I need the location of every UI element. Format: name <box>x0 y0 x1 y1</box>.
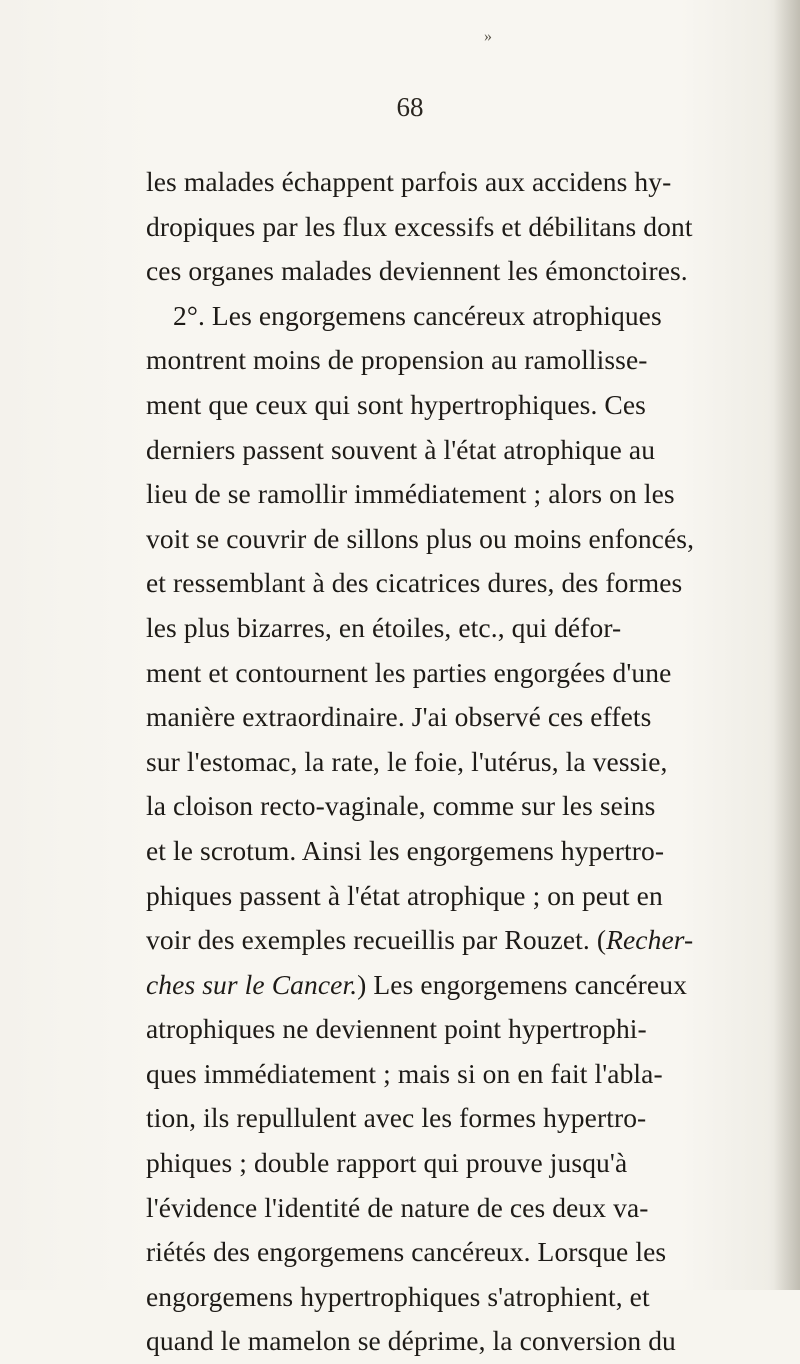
text-line: ques immédiatement ; mais si on en fait l'abla- <box>146 1057 663 1089</box>
citation-title-italic: Recher- <box>606 924 694 956</box>
text-line: atrophiques ne deviennent point hypertrophi- <box>146 1013 647 1045</box>
text-line: ces organes malades deviennent les émonctoires. <box>146 255 688 287</box>
text-line: phiques ; double rapport qui prouve jusqu'à <box>146 1147 628 1179</box>
text-line: et le scrotum. Ainsi les engorgemens hypertro- <box>146 834 665 866</box>
text-line: sur l'estomac, la rate, le foie, l'utérus, la vessie, <box>146 745 668 777</box>
text-line: tion, ils repullulent avec les formes hypertro- <box>146 1102 647 1134</box>
paragraph-start-line: 2°. Les engorgemens cancéreux atrophiques <box>173 299 662 331</box>
printer-mark: » <box>484 28 492 45</box>
body-text <box>146 160 786 1364</box>
text-line: manière extraordinaire. J'ai observé ces effets <box>146 701 652 733</box>
text-line: les malades échappent parfois aux accidens hy- <box>146 166 672 197</box>
text-line: montrent moins de propension au ramollisse- <box>146 344 648 376</box>
text-line: riétés des engorgemens cancéreux. Lorsque les <box>146 1236 667 1268</box>
text-line: voit se couvrir de sillons plus ou moins enfoncés, <box>146 522 695 554</box>
text-line: ment et contournent les parties engorgées d'une <box>146 656 672 688</box>
text-line-with-citation <box>146 918 786 963</box>
text-line: l'évidence l'identité de nature de ces deux va- <box>146 1191 649 1223</box>
text-line-with-citation <box>146 963 786 1008</box>
text-segment: voir des exemples recueillis par Rouzet. ( <box>146 924 607 956</box>
text-line: quand le mamelon se déprime, la conversion du <box>146 1325 676 1357</box>
citation-title-italic: ches sur le Cancer. <box>146 968 358 1000</box>
text-line: lieu de se ramollir immédiatement ; alors on les <box>146 478 675 510</box>
text-line: engorgemens hypertrophiques s'atrophient, et <box>146 1280 650 1312</box>
text-line: les plus bizarres, en étoiles, etc., qui défor- <box>146 611 622 643</box>
text-line: phiques passent à l'état atrophique ; on peut en <box>146 879 663 911</box>
text-line: ment que ceux qui sont hypertrophiques. Ces <box>146 388 646 420</box>
text-line: et ressemblant à des cicatrices dures, des formes <box>146 567 683 599</box>
page-number: 68 <box>396 92 424 122</box>
text-line: dropiques par les flux excessifs et débilitans dont <box>146 210 693 242</box>
text-segment: ) Les engorgemens cancéreux <box>357 968 687 1000</box>
text-line: la cloison recto-vaginale, comme sur les seins <box>146 790 656 822</box>
text-line: derniers passent souvent à l'état atrophique au <box>146 433 656 465</box>
